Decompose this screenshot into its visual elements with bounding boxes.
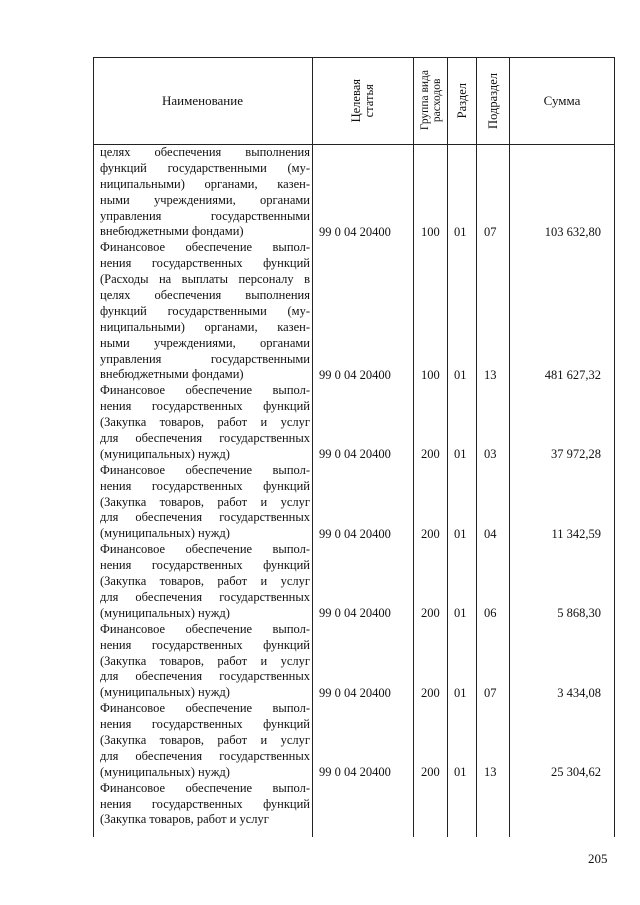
row-name-line: (муниципальных) нужд) [100,526,230,541]
row-subsection: 06 [484,606,497,621]
row-name-line: Финансовое обеспечение выпол- [100,621,310,636]
col-border [476,57,477,837]
row-subsection: 04 [484,526,497,541]
row-name-line: для обеспечения государственных [100,589,310,604]
budget-table [93,57,615,837]
row-name-line: Финансовое обеспечение выпол- [100,542,310,557]
row-name-line: ниципальными) органами, казен- [100,176,310,191]
row-sum: 3 434,08 [557,685,601,700]
row-name-line: управления государственными [100,208,310,223]
row-subsection: 07 [484,685,497,700]
header-section: Раздел [454,82,469,119]
row-code: 99 0 04 20400 [319,224,391,239]
row-subsection: 07 [484,224,497,239]
row-name-line: нения государственных функций [100,399,310,414]
row-group: 200 [421,606,440,621]
row-name-line: нения государственных функций [100,256,310,271]
row-name-line: (Закупка товаров, работ и услуг [100,653,310,668]
row-code: 99 0 04 20400 [319,526,391,541]
row-group: 200 [421,447,440,462]
col-border [93,57,94,837]
row-name-line: для обеспечения государственных [100,510,310,525]
row-name-line: (муниципальных) нужд) [100,446,230,461]
row-name-line: для обеспечения государственных [100,431,310,446]
row-group: 200 [421,685,440,700]
row-name-line: Финансовое обеспечение выпол- [100,383,310,398]
header-target: Целевая статья [349,78,376,123]
row-name-line: ниципальными) органами, казен- [100,319,310,334]
header-subsection: Подраздел [485,72,500,129]
row-section: 01 [454,685,467,700]
row-code: 99 0 04 20400 [319,765,391,780]
col-border [413,57,414,837]
row-name-line: нения государственных функций [100,637,310,652]
row-name-line: Финансовое обеспечение выпол- [100,462,310,477]
row-name-line: (Закупка товаров, работ и услуг [100,415,310,430]
row-name-line: (муниципальных) нужд) [100,764,230,779]
row-name-line: (Закупка товаров, работ и услуг [100,574,310,589]
row-name-line: нения государственных функций [100,558,310,573]
row-group: 200 [421,526,440,541]
header-sum: Сумма [543,92,581,108]
name-column [100,145,310,828]
row-name-line: (Закупка товаров, работ и услуг [100,732,310,747]
row-name-line: функций государственными (му- [100,303,310,318]
row-sum: 481 627,32 [544,367,601,382]
row-name-line: (Расходы на выплаты персоналу в [100,272,310,287]
col-border [614,57,615,837]
row-sum: 11 342,59 [551,526,601,541]
row-subsection: 13 [484,367,497,382]
row-name-line: функций государственными (му- [100,160,310,175]
row-name-line: (муниципальных) нужд) [100,685,230,700]
row-group: 200 [421,765,440,780]
row-section: 01 [454,765,467,780]
row-subsection: 13 [484,765,497,780]
col-border [312,57,313,837]
page-number: 205 [588,851,608,866]
row-section: 01 [454,224,467,239]
row-group: 100 [421,367,440,382]
row-code: 99 0 04 20400 [319,367,391,382]
row-name-line: Финансовое обеспечение выпол- [100,780,310,795]
header-group: Группа вида расходов [418,70,443,131]
row-name-line: Финансовое обеспечение выпол- [100,701,310,716]
row-code: 99 0 04 20400 [319,447,391,462]
row-sum: 5 868,30 [557,606,601,621]
row-name-line: (муниципальных) нужд) [100,605,230,620]
row-section: 01 [454,447,467,462]
row-name-line: внебюджетными фондами) [100,367,244,382]
row-sum: 25 304,62 [551,765,601,780]
row-group: 100 [421,224,440,239]
row-name-line: целях обеспечения выполнения [100,145,310,159]
row-sum: 37 972,28 [551,447,601,462]
row-subsection: 03 [484,447,497,462]
row-name-line: ными учреждениями, органами [100,192,310,207]
row-name-line: нения государственных функций [100,478,310,493]
row-name-line: управления государственными [100,351,310,366]
row-name-line: для обеспечения государственных [100,669,310,684]
row-name-line: нения государственных функций [100,717,310,732]
row-name-line: нения государственных функций [100,796,310,811]
row-section: 01 [454,606,467,621]
row-name-line: ными учреждениями, органами [100,335,310,350]
header-name: Наименование [162,92,243,108]
row-section: 01 [454,526,467,541]
row-name-line: внебюджетными фондами) [100,224,244,239]
row-name-line: (Закупка товаров, работ и услуг [100,494,310,509]
col-border [509,57,510,837]
row-code: 99 0 04 20400 [319,685,391,700]
row-name-line: для обеспечения государственных [100,748,310,763]
row-section: 01 [454,367,467,382]
col-border [447,57,448,837]
row-sum: 103 632,80 [544,224,601,239]
row-name-line: целях обеспечения выполнения [100,288,310,303]
row-name-line: (Закупка товаров, работ и услуг [100,812,269,827]
row-code: 99 0 04 20400 [319,606,391,621]
row-name-line: Финансовое обеспечение выпол- [100,240,310,255]
